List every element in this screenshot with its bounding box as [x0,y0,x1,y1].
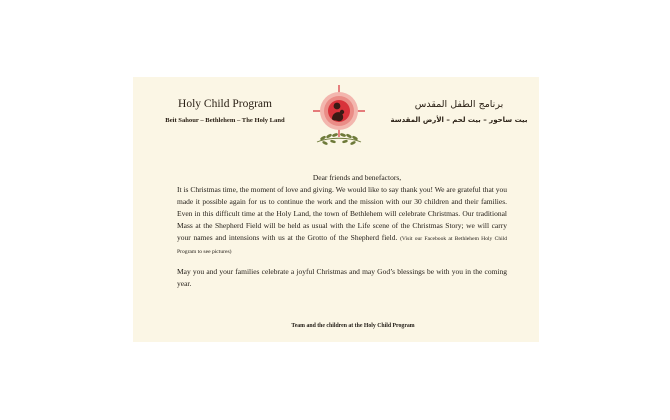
header-english [140,97,310,124]
org-location-arabic: بيت ساحور – بيت لحم – الأرض المقدسة [390,116,528,124]
letter-paragraph-text: It is Christmas time, the moment of love and giving. We would like to say thank you! We are grateful that you made it possible again for us to continue the work and the mission with our 30 children and their families. Even in this difficult time at the Holy Land, the town of Bethlehem will celebrate Christmas. Our traditional Mass at the Shepherd Field will be held as usual with the Life scene of the Christmas Story; we will carry your names and intensions with us at the Grotto of the Shepherd field. [177,185,507,242]
org-location-english: Beit Sahour – Bethlehem – The Holy Land [165,117,285,124]
org-name-english: Holy Child Program [178,98,272,110]
letter-page [133,77,539,342]
org-name-arabic: برنامج الطفل المقدس [414,99,504,110]
letter-body [177,172,507,290]
letter-paragraph [177,184,507,258]
header-arabic [389,98,529,124]
greeting: Dear friends and benefactors, [312,173,402,182]
facebook-note: (Visit our Facebook at Bethlehem Holy Child Program to see pictures) [177,236,508,255]
signature: Team and the children at the Holy Child Program [291,323,415,329]
blessing-paragraph: May you and your families celebrate a joyful Christmas and may God’s blessings be with you in the coming year. [177,267,507,288]
holy-child-program-logo [311,85,367,149]
